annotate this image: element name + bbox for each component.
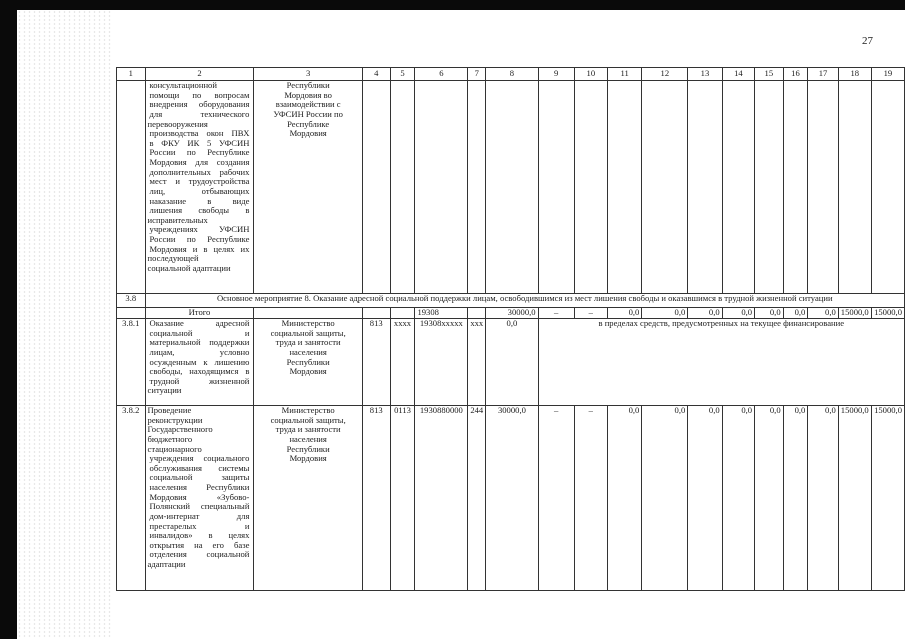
value-cell: 0,0 xyxy=(808,406,838,591)
executor-cell: Министерство социальной защиты, труда и занятости населения Республики Мордовия xyxy=(254,406,362,591)
header-cell: 12 xyxy=(642,68,688,81)
description-cell: консультационной помощи по вопросам внедрения оборудования для технического перевооружения производства окон ПВХ в ФКУ ИК 5 УФСИН России по Республике Мордовия для создания дополнительных рабочих мест и трудоустройства лиц, отбывающих наказание в виде лишения свободы в исправительных учреждениях УФСИН России по Республике Мордовия и в целях их последующей социальной адаптации xyxy=(145,81,254,294)
table-row-3-8-1 xyxy=(117,319,905,406)
scan-border-top xyxy=(0,0,905,10)
description-cell: Оказание адресной социальной и материальной поддержки лицам, условно осужденным к лишению свободы, находящимся в трудной жизненной ситуации xyxy=(145,319,254,406)
itogo-value: 0,0 xyxy=(688,308,722,319)
header-cell: 3 xyxy=(254,68,362,81)
header-cell: 10 xyxy=(574,68,607,81)
itogo-value: – xyxy=(574,308,607,319)
program-table xyxy=(116,67,905,591)
header-cell: 19 xyxy=(871,68,904,81)
itogo-value: 0,0 xyxy=(642,308,688,319)
vr-cell: ххх xyxy=(468,319,486,406)
rzpr-cell: хххх xyxy=(390,319,415,406)
executor-cell: Республики Мордовия во взаимодействии с УФСИН России по Республике Мордовия xyxy=(254,81,362,294)
value-cell: 0,0 xyxy=(755,406,784,591)
itogo-value: 0,0 xyxy=(722,308,754,319)
grbs-cell: 813 xyxy=(362,319,390,406)
value-cell: 0,0 xyxy=(607,406,641,591)
table-row-3-8 xyxy=(117,294,905,308)
itogo-value: 0,0 xyxy=(783,308,808,319)
row-number: 3.8.2 xyxy=(117,406,146,591)
itogo-value: 15000,0 xyxy=(871,308,904,319)
value-cell: 0,0 xyxy=(722,406,754,591)
total-cell: 0,0 xyxy=(486,319,538,406)
header-cell: 17 xyxy=(808,68,838,81)
header-cell: 4 xyxy=(362,68,390,81)
executor-cell: Министерство социальной защиты, труда и занятости населения Республики Мордовия xyxy=(254,319,362,406)
header-cell: 5 xyxy=(390,68,415,81)
header-cell: 2 xyxy=(145,68,254,81)
value-cell: 0,0 xyxy=(688,406,722,591)
itogo-label: Итого xyxy=(145,308,254,319)
value-cell: 15000,0 xyxy=(871,406,904,591)
itogo-value: 0,0 xyxy=(607,308,641,319)
page-number: 27 xyxy=(862,35,873,47)
main-activity-title: Основное мероприятие 8. Оказание адресной социальной поддержки лицам, освободившимся из мест лишения свободы и оказавшимся в трудной жизненной ситуации xyxy=(145,294,904,308)
description-cell: Проведение реконструкции Государственного бюджетного стационарного учреждения социального обслуживания системы социальной защиты населения Республики Мордовия «Зубово- Полянский специальный дом-интернат для престарелых и инвалидов» в целях открытия на его базе отделения социальной адаптации xyxy=(145,406,254,591)
vr-cell: 244 xyxy=(468,406,486,591)
scan-border-left xyxy=(0,10,17,639)
header-cell: 7 xyxy=(468,68,486,81)
header-cell: 14 xyxy=(722,68,754,81)
table-row-itogo xyxy=(117,308,905,319)
row-number: 3.8 xyxy=(117,294,146,308)
value-cell: 0,0 xyxy=(642,406,688,591)
value-cell: – xyxy=(538,406,574,591)
value-cell: – xyxy=(574,406,607,591)
header-cell: 18 xyxy=(838,68,871,81)
header-cell: 9 xyxy=(538,68,574,81)
header-cell: 8 xyxy=(486,68,538,81)
itogo-value: – xyxy=(538,308,574,319)
table-row-continued xyxy=(117,81,905,294)
itogo-value: 0,0 xyxy=(808,308,838,319)
row-number: 3.8.1 xyxy=(117,319,146,406)
value-cell: 15000,0 xyxy=(838,406,871,591)
header-cell: 6 xyxy=(415,68,468,81)
csr-cell: 1930880000 xyxy=(415,406,468,591)
header-cell: 13 xyxy=(688,68,722,81)
rzpr-cell: 0113 xyxy=(390,406,415,591)
grbs-cell: 813 xyxy=(362,406,390,591)
itogo-value: 0,0 xyxy=(755,308,784,319)
header-cell: 11 xyxy=(607,68,641,81)
scan-noise xyxy=(17,10,112,639)
table-row-3-8-2 xyxy=(117,406,905,591)
financing-note: в пределах средств, предусмотренных на текущее финансирование xyxy=(538,319,904,406)
itogo-value: 15000,0 xyxy=(838,308,871,319)
value-cell: 0,0 xyxy=(783,406,808,591)
itogo-csr: 19308 xyxy=(415,308,468,319)
itogo-value: 30000,0 xyxy=(486,308,538,319)
header-row xyxy=(117,68,905,81)
header-cell: 1 xyxy=(117,68,146,81)
csr-cell: 19308ххххх xyxy=(415,319,468,406)
header-cell: 16 xyxy=(783,68,808,81)
total-cell: 30000,0 xyxy=(486,406,538,591)
header-cell: 15 xyxy=(755,68,784,81)
